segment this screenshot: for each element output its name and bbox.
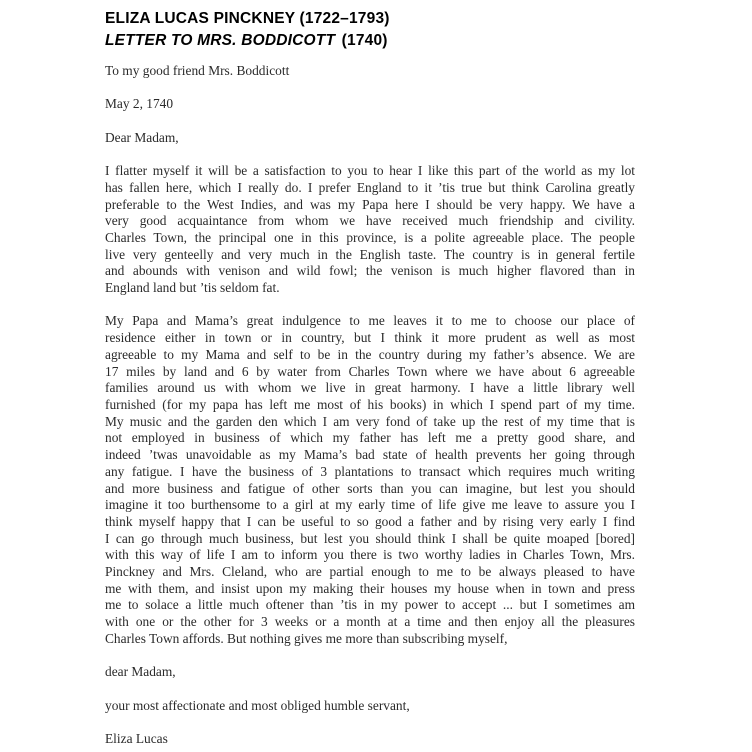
text-line: not employed in business of which my father has left me a pretty good share, and — [105, 430, 635, 446]
text-line: Charles Town affords. But nothing gives me more than subscribing myself, — [105, 630, 508, 646]
letter-body — [105, 63, 635, 748]
text-line: I can go through much business, but lest you should think I shall be quite moaped [bored] — [105, 530, 635, 546]
title-heading-italic: LETTER TO MRS. BODDICOTT — [105, 31, 336, 49]
salutation-line: Dear Madam, — [105, 129, 179, 145]
text-line: me with them, and insist upon my making their houses my house when in town and press — [105, 580, 635, 596]
letter-paragraph-1 — [105, 163, 635, 297]
text-line: England land but ’tis seldom fat. — [105, 280, 280, 296]
recipient-line: To my good friend Mrs. Boddicott — [105, 63, 290, 78]
signature-line: Eliza Lucas — [105, 731, 168, 747]
text-line: I flatter myself it will be a satisfaction to you to hear I like this part of the world as my lot — [105, 163, 635, 179]
document-header — [105, 8, 635, 51]
text-line: any fatigue. I have the business of 3 plantations to transact which requires much writing — [105, 463, 635, 479]
text-line: residence either in town or in country, but I think it more prudent as well as most — [105, 330, 635, 346]
text-line: preferable to the West Indies, and was my Papa here I should be very happy. We have a — [105, 196, 635, 212]
author-heading: ELIZA LUCAS PINCKNEY (1722–1793) — [105, 10, 390, 27]
text-line: indeed ’twas unavoidable as my Mama’s bad state of health prevents her going through — [105, 447, 635, 463]
text-line: agreeable to my Mama and self to be in the country during my father’s absence. We are — [105, 346, 635, 362]
text-line: Pinckney and Mrs. Cleland, who are partial enough to me to be always pleased to have — [105, 564, 635, 580]
title-heading — [105, 30, 635, 52]
letter-paragraph-2 — [105, 313, 635, 647]
text-line: My music and the garden den which I am very fond of take up the rest of my time that is — [105, 413, 635, 429]
text-line: and abounds with venison and wild fowl; the venison is much higher flavored than in — [105, 263, 635, 279]
text-line: and more business and fatigue of other sorts than you can imagine, but lest you should — [105, 480, 635, 496]
text-line: live very genteelly and very much in the English taste. The country is in general fertile — [105, 246, 635, 262]
text-line: has fallen here, which I really do. I prefer England to it ’tis true but think Carolina greatly — [105, 179, 635, 195]
title-heading-year: (1740) — [341, 31, 388, 49]
text-line: furnished (for my papa has left me most of his books) in which I spend part of my time. — [105, 397, 635, 412]
text-line: with one or the other for 3 weeks or a month at a time and then enjoy all the pleasures — [105, 614, 635, 630]
closing-valediction-line: your most affectionate and most obliged humble servant, — [105, 697, 410, 713]
text-line: families around us with whom we live in great harmony. I have a little library well — [105, 380, 635, 396]
text-line: me to solace a little much oftener than ’tis in my power to accept ... but I sometimes am — [105, 597, 635, 613]
text-line: think myself happy that I can be useful to so good a father and by rising very early I find — [105, 513, 635, 529]
text-line: with this way of life I am to inform you there is two worthy ladies in Charles Town, Mrs. — [105, 547, 635, 563]
text-line: 17 miles by land and 6 by water from Charles Town where we have about 6 agreeable — [105, 363, 635, 379]
date-line: May 2, 1740 — [105, 96, 174, 112]
text-line: My Papa and Mama’s great indulgence to me leaves it to me to choose our place of — [105, 313, 635, 329]
closing-salutation-line: dear Madam, — [105, 664, 176, 680]
text-line: imagine it too burthensome to a girl at my early time of life give me leave to assure you I — [105, 497, 635, 513]
text-line: very good acquaintance from whom we have received much friendship and civility. — [105, 213, 635, 229]
text-line: Charles Town, the principal one in this province, is a polite agreeable place. The people — [105, 229, 635, 245]
